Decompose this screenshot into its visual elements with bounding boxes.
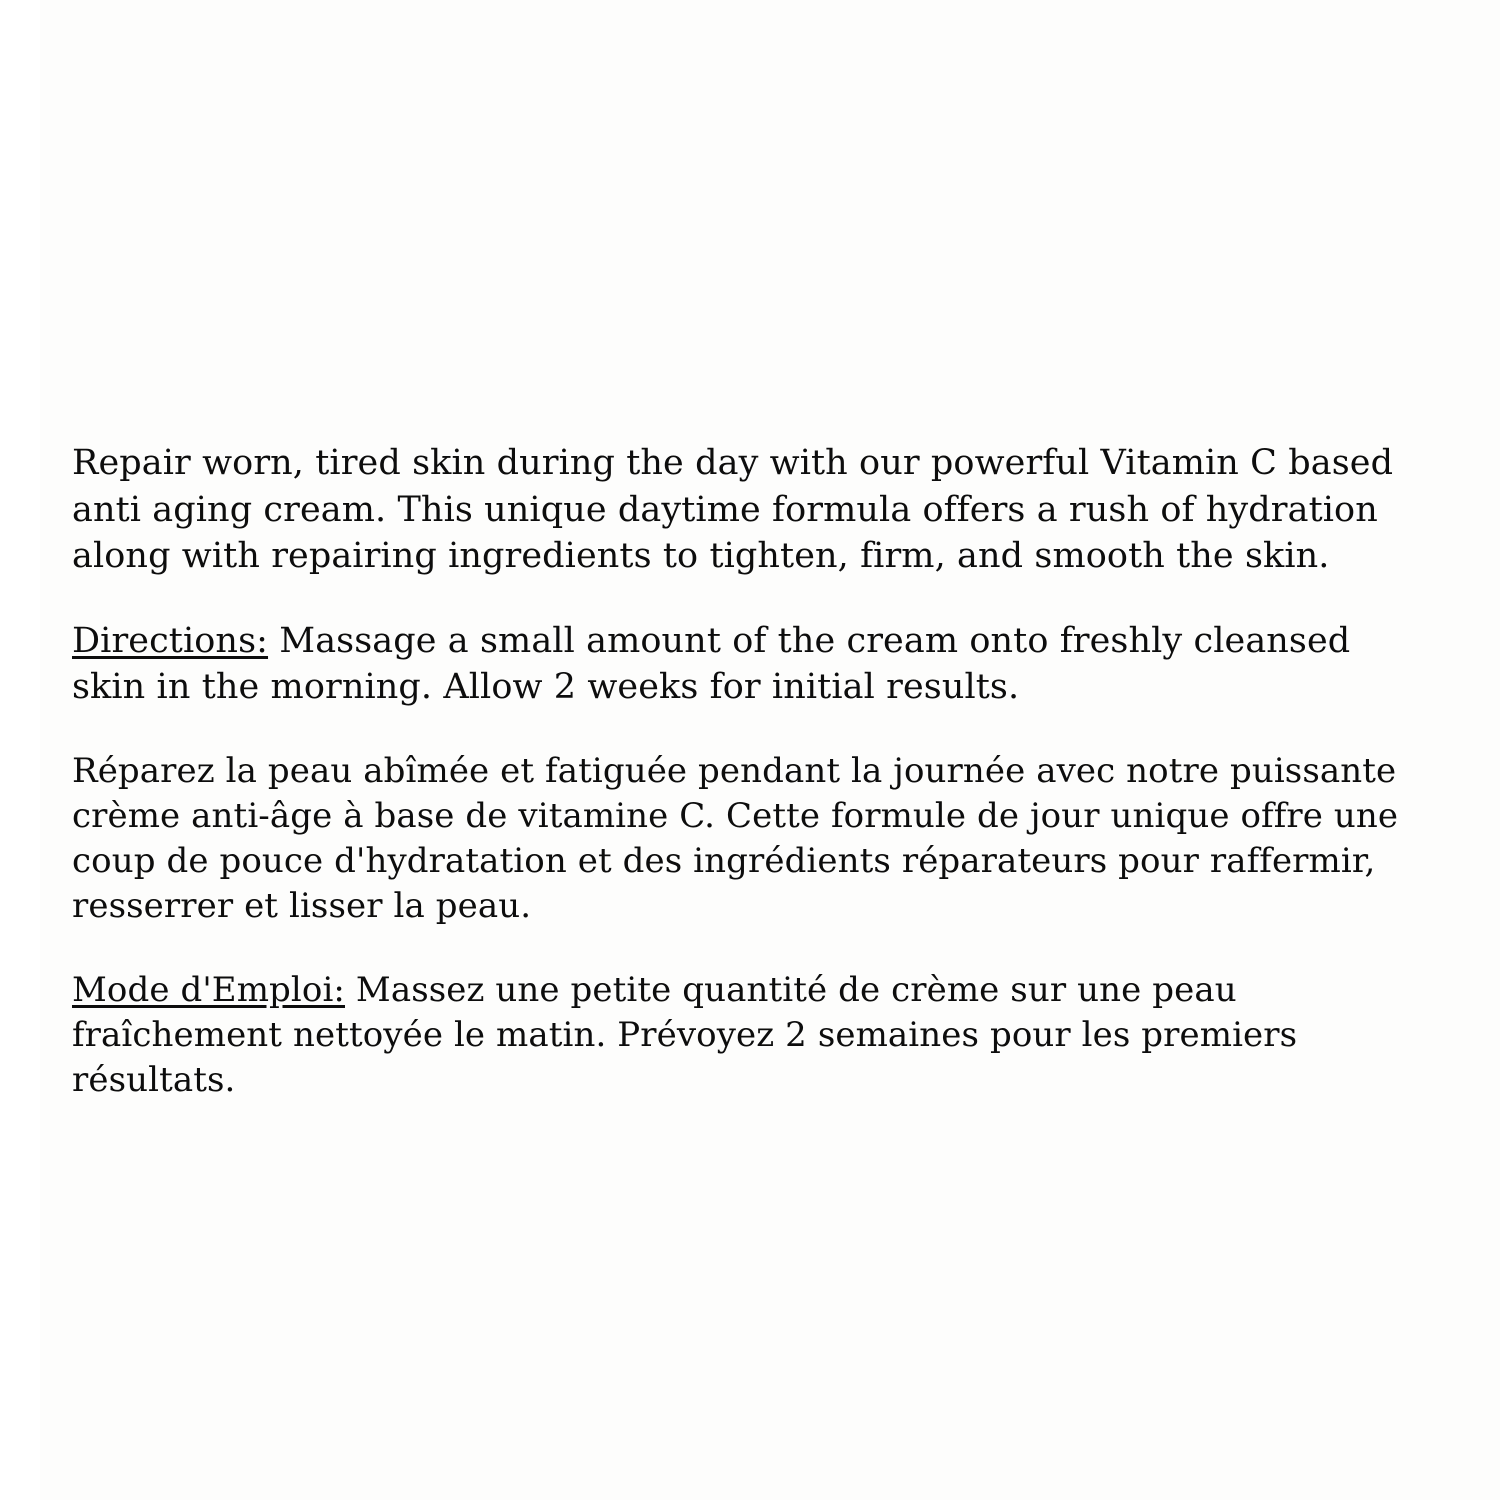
paragraph-text: Massez une petite quantité de crème sur une peau fraîchement nettoyée le matin. Prévoyez 2 semaines pour les premiers résultats. xyxy=(72,969,1298,1101)
paragraph-text: Réparez la peau abîmée et fatiguée pendant la journée avec notre puissante crème anti-âge à base de vitamine C. Cette formule de jour unique offre une coup de pouce d'hydratation et des ingrédients réparateurs pour raffermir, resserrer et lisser la peau. xyxy=(72,750,1399,927)
directions-heading-en: Directions: xyxy=(72,620,269,661)
directions-heading-fr: Mode d'Emploi: xyxy=(72,969,345,1010)
paragraph-text: Repair worn, tired skin during the day with our powerful Vitamin C based anti aging cream. This unique daytime formula offers a rush of hydration along with repairing ingredients to tighten, firm, and smooth the skin. xyxy=(72,443,1394,577)
paragraph-text: Massage a small amount of the cream onto freshly cleansed skin in the morning. Allow 2 weeks for initial results. xyxy=(72,620,1351,708)
paragraph-french-directions xyxy=(72,968,1432,1104)
label-text-block xyxy=(72,440,1432,1103)
paragraph-english-description xyxy=(72,440,1432,580)
paragraph-english-directions xyxy=(72,618,1432,711)
paragraph-french-description xyxy=(72,749,1432,930)
